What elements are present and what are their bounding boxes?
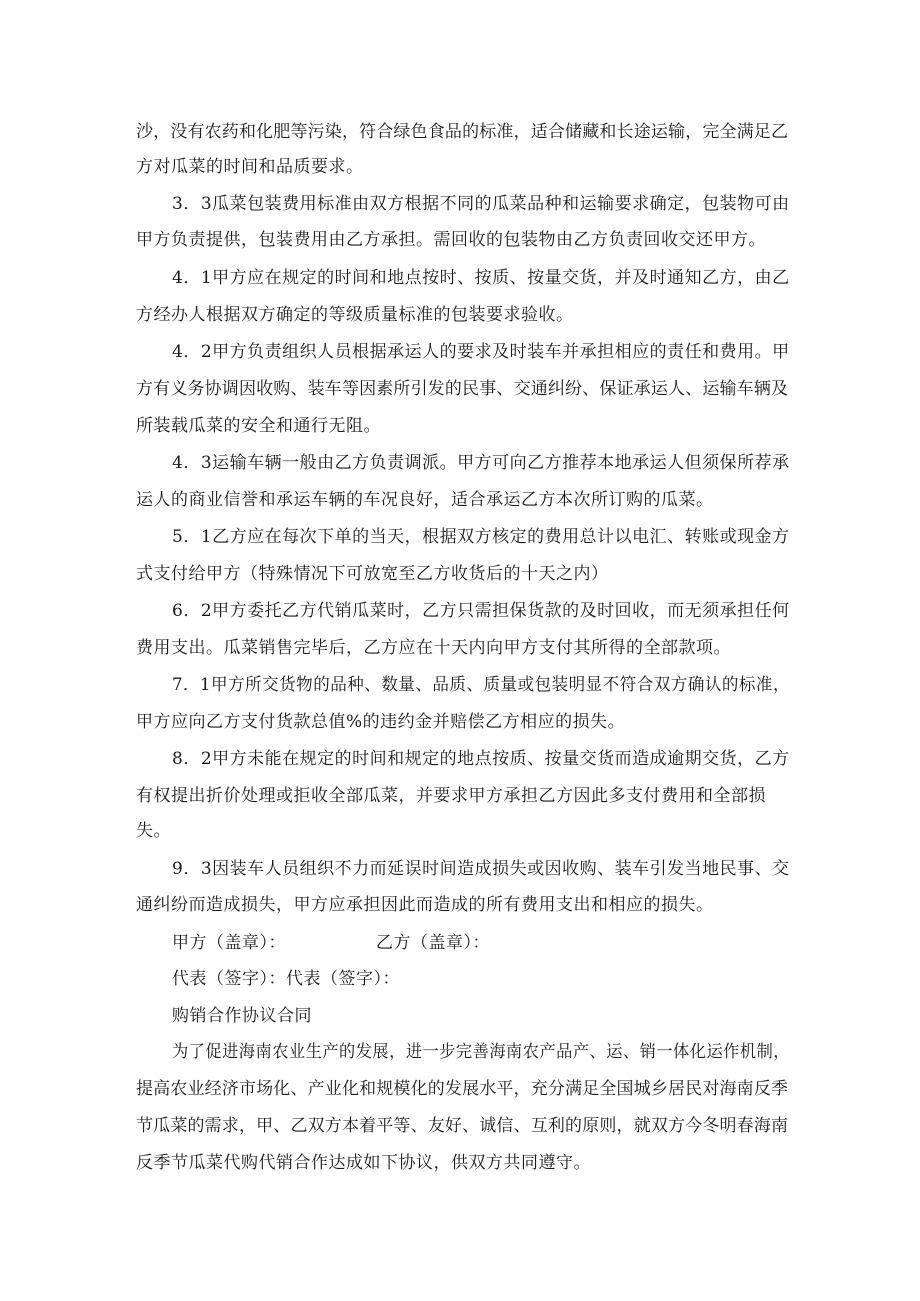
paragraph-line: 所装载瓜菜的安全和通行无阻。 [136,416,381,436]
paragraph-line: 通纠纷而造成损失，甲方应承担因此而造成的所有费用支出和相应的损失。 [136,895,714,915]
paragraph-line: 6．2甲方委托乙方代销瓜菜时，乙方只需担保货款的及时回收，而无须承担任何 [172,601,790,621]
paragraph-line: 4．1甲方应在规定的时间和地点按时、按质、按量交货，并及时通知乙方，由乙 [172,268,790,288]
paragraph-line: 费用支出。瓜菜销售完毕后，乙方应在十天内向甲方支付其所得的全部款项。 [136,638,731,658]
paragraph-line: 5．1乙方应在每次下单的当天，根据双方核定的费用总计以电汇、转账或现金方 [172,527,790,547]
paragraph-line: 有权提出折价处理或拒收全部瓜菜，并要求甲方承担乙方因此多支付费用和全部损 [136,786,766,806]
paragraph-line: 7．1甲方所交货物的品种、数量、品质、质量或包装明显不符合双方确认的标准， [172,675,790,695]
paragraph-line: 为了促进海南农业生产的发展，进一步完善海南农产品产、运、销一体化运作机制， [172,1042,790,1062]
paragraph-line: 方经办人根据双方确定的等级质量标准的包装要求验收。 [136,305,574,325]
paragraph-line: 甲方应向乙方支付货款总值%的违约金并赔偿乙方相应的损失。 [136,712,626,732]
party-b-seal-label: 乙方（盖章）： [376,933,490,953]
paragraph-line: 反季节瓜菜代购代销合作达成如下协议，供双方共同遵守。 [136,1153,591,1173]
paragraph-line: 节瓜菜的需求，甲、乙双方本着平等、友好、诚信、互利的原则，就双方今冬明春海南 [136,1116,788,1136]
contract-title: 购销合作协议合同 [172,1006,312,1026]
signature-block [172,933,286,953]
paragraph-line: 4．2甲方负责组织人员根据承运人的要求及时装车并承担相应的责任和费用。甲 [172,342,790,362]
paragraph-line: 8．2甲方未能在规定的时间和规定的地点按质、按量交货而造成逾期交货，乙方 [172,749,790,769]
paragraph-line: 9．3因装车人员组织不力而延误时间造成损失或因收购、装车引发当地民事、交 [172,859,790,879]
paragraph-line: 失。 [136,821,171,841]
paragraph-line: 提高农业经济市场化、产业化和规模化的发展水平，充分满足全国城乡居民对海南反季 [136,1079,788,1099]
paragraph-line: 运人的商业信誉和承运车辆的车况良好，适合承运乙方本次所订购的瓜菜。 [136,490,714,510]
paragraph-line: 3．3瓜菜包装费用标准由双方根据不同的瓜菜品种和运输要求确定，包装物可由 [172,194,790,214]
paragraph-line: 方对瓜菜的时间和品质要求。 [136,157,364,177]
paragraph-line: 方有义务协调因收购、装车等因素所引发的民事、交通纠纷、保证承运人、运输车辆及 [136,379,788,399]
representatives-line: 代表（签字）：代表（签字）： [172,969,400,989]
party-a-seal-label: 甲方（盖章）： [172,933,286,953]
paragraph-line: 沙，没有农药和化肥等污染，符合绿色食品的标准，适合储藏和长途运输，完全满足乙 [136,122,788,142]
paragraph-line: 4．3运输车辆一般由乙方负责调派。甲方可向乙方推荐本地承运人但须保所荐承 [172,453,790,473]
paragraph-line: 甲方负责提供，包装费用由乙方承担。需回收的包装物由乙方负责回收交还甲方。 [136,230,766,250]
paragraph-line: 式支付给甲方（特殊情况下可放宽至乙方收货后的十天之内） [136,564,609,584]
